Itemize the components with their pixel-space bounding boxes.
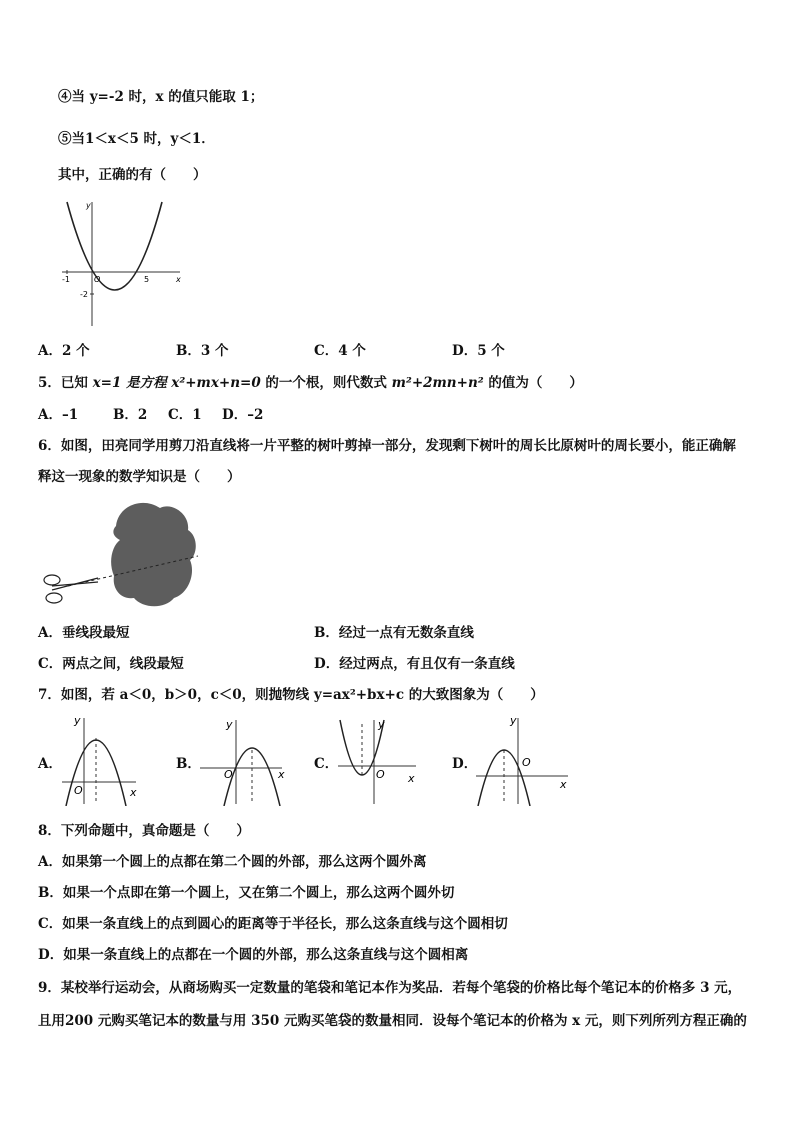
q5-option-b: B．2 (113, 407, 148, 423)
q4-origin-label: O (94, 275, 101, 284)
q5-num: 5．已知 (38, 375, 88, 391)
q6-option-a: A．垂线段最短 (38, 625, 130, 641)
q7a-origin-label: O (74, 784, 83, 797)
q8-option-c: C．如果一条直线上的点到圆心的距离等于半径长，那么这条直线与这个圆相切 (38, 916, 508, 932)
q7-label-c: C． (314, 756, 339, 772)
q8-stem: 8．下列命题中，真命题是（ ） (38, 823, 250, 839)
q7b-x-label: x (278, 768, 285, 781)
q8-option-a: A．如果第一个圆上的点都在第二个圆的外部，那么这两个圆外离 (38, 854, 427, 870)
q4-parabola-figure (58, 198, 188, 328)
q7b-y-label: y (226, 718, 233, 731)
q7d-x-label: x (560, 778, 567, 791)
q6-stem-line2: 释这一现象的数学知识是（ ） (38, 469, 241, 485)
q6-leaf-scissors-figure (38, 498, 203, 618)
q9-stem-line1: 9．某校举行运动会，从商场购买一定数量的笔袋和笔记本作为奖品．若每个笔袋的价格比每个笔记本的价格多 3 元， (38, 980, 742, 996)
q7-label-b: B． (176, 756, 201, 772)
q7-graph-d (474, 714, 572, 806)
q5-text5: 的值为（ ） (488, 375, 583, 391)
q8-option-d: D．如果一条直线上的点都在一个圆的外部，那么这条直线与这个圆相离 (38, 947, 469, 963)
q5-stem (38, 374, 583, 392)
q7a-x-label: x (130, 786, 137, 799)
q5-option-c: C．1 (168, 407, 202, 423)
q7-label-a: A． (38, 756, 62, 772)
q9-stem-line2: 且用200 元购买笔记本的数量与用 350 元购买笔袋的数量相同．设每个笔记本的价格为 x 元，则下列所列方程正确的 (38, 1013, 747, 1029)
q4-y-label: y (86, 201, 91, 210)
q7-stem: 7．如图，若 a＜0，b＞0，c＜0，则抛物线 y=ax²+bx+c 的大致图象为（ ） (38, 687, 544, 703)
q4-option-d: D．5 个 (452, 343, 505, 359)
q7-graph-c (336, 716, 420, 806)
q4-option-c: C．4 个 (314, 343, 366, 359)
q5-option-d: D．–2 (222, 407, 264, 423)
q4-neg1-label: -1 (62, 275, 70, 284)
q4-x-label: x (176, 275, 181, 284)
q7-graph-a (60, 714, 140, 806)
q6-option-b: B．经过一点有无数条直线 (314, 625, 474, 641)
q6-option-d: D．经过两点，有且仅有一条直线 (314, 656, 515, 672)
q6-option-c: C．两点之间，线段最短 (38, 656, 184, 672)
leaf-shape (111, 503, 196, 606)
q4-prompt: 其中，正确的有（ ） (58, 167, 207, 183)
q4-five-label: 5 (144, 275, 150, 284)
q7c-y-label: y (378, 718, 385, 731)
q4-item-4: ④当 y=-2 时，x 的值只能取 1； (58, 89, 264, 105)
q5-expression: m²+2mn+n² (391, 375, 484, 391)
q5-text3: 的一个根，则代数式 (265, 375, 387, 391)
q6-stem-line1: 6．如图，田亮同学用剪刀沿直线将一片平整的树叶剪掉一部分，发现剩下树叶的周长比原树叶的周长要小，能正确解 (38, 438, 736, 454)
q5-equation: x²+mx+n=0 (171, 375, 261, 391)
q7a-y-label: y (74, 714, 81, 727)
q7-graph-b (198, 716, 290, 806)
q4-neg2-label: -2 (80, 290, 88, 299)
q7b-origin-label: O (224, 768, 233, 781)
q5-option-a: A．–1 (38, 407, 79, 423)
scissors-icon (44, 575, 98, 603)
q4-option-b: B．3 个 (176, 343, 229, 359)
q7d-y-label: y (510, 714, 517, 727)
q5-text1: x=1 是方程 (92, 375, 167, 391)
q7c-origin-label: O (376, 768, 385, 781)
q7-label-d: D． (452, 756, 478, 772)
q7c-x-label: x (408, 772, 415, 785)
q7d-origin-label: O (522, 756, 531, 769)
q4-option-a: A．2 个 (38, 343, 90, 359)
q8-option-b: B．如果一个点即在第一个圆上，又在第二个圆上，那么这两个圆外切 (38, 885, 455, 901)
q4-item-5: ⑤当1＜x＜5 时，y＜1． (58, 131, 215, 147)
